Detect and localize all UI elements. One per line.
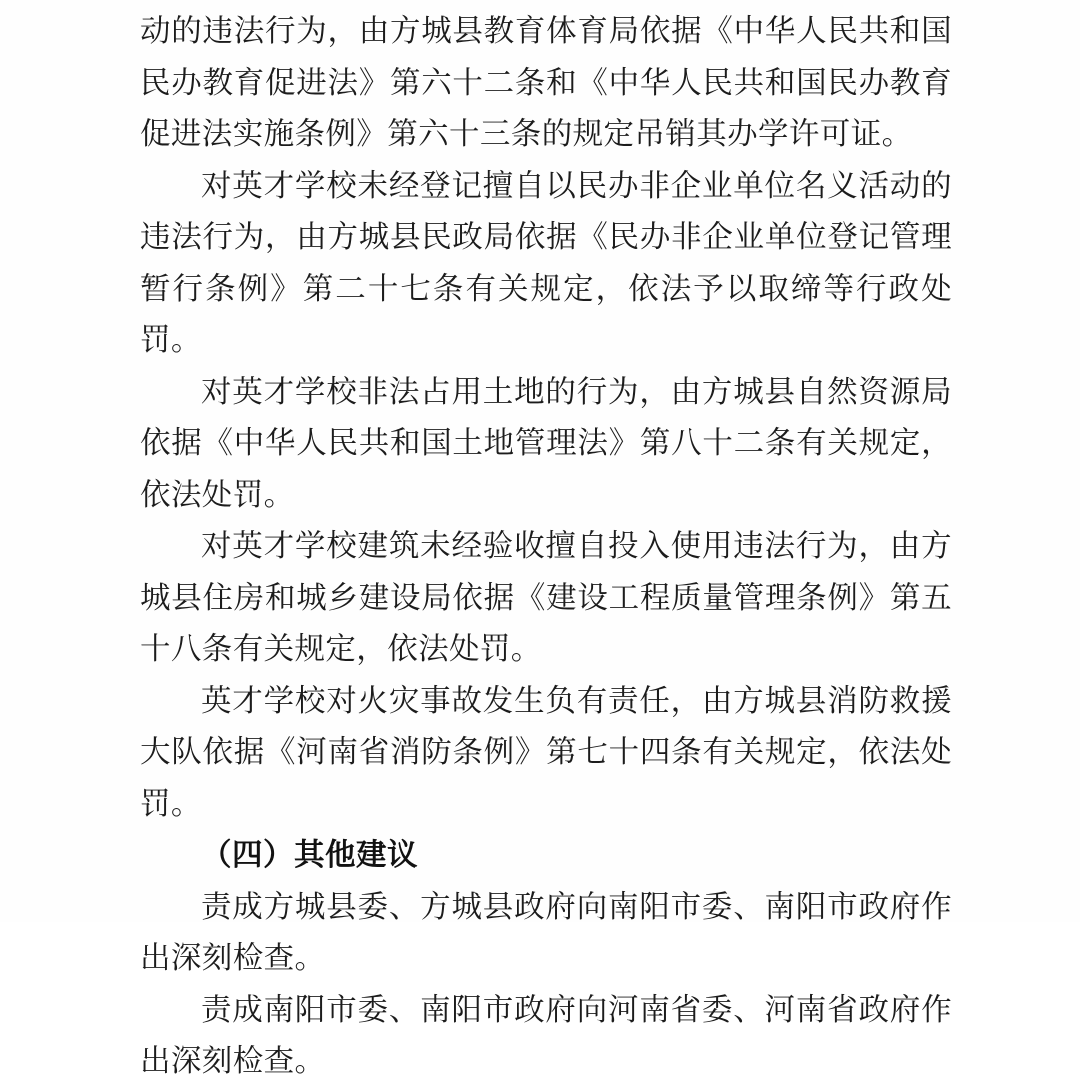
paragraph-fire-rescue: 英才学校对火灾事故发生负有责任，由方城县消防救援大队依据《河南省消防条例》第七十四条有关规定，依法处罚。 — [140, 683, 952, 821]
paragraph-fangcheng-review: 责成方城县委、方城县政府向南阳市委、南阳市政府作出深刻检查。 — [140, 889, 952, 975]
paragraph-continued: 动的违法行为，由方城县教育体育局依据《中华人民共和国民办教育促进法》第六十二条和《中华人民共和国民办教育促进法实施条例》第六十三条的规定吊销其办学许可证。 — [140, 14, 952, 151]
document-body — [140, 0, 952, 1088]
paragraph-land-use: 对英才学校非法占用土地的行为，由方城县自然资源局依据《中华人民共和国土地管理法》第八十二条有关规定，依法处罚。 — [140, 374, 952, 512]
paragraph-construction: 对英才学校建筑未经验收擅自投入使用违法行为，由方城县住房和城乡建设局依据《建设工程质量管理条例》第五十八条有关规定，依法处罚。 — [140, 529, 952, 666]
paragraph-nanyang-review: 责成南阳市委、南阳市政府向河南省委、河南省政府作出深刻检查。 — [140, 992, 952, 1078]
paragraph-civil-affairs: 对英才学校未经登记擅自以民办非企业单位名义活动的违法行为，由方城县民政局依据《民办非企业单位登记管理暂行条例》第二十七条有关规定，依法予以取缔等行政处罚。 — [140, 168, 952, 357]
section-heading-other-suggestions: （四）其他建议 — [201, 838, 418, 872]
